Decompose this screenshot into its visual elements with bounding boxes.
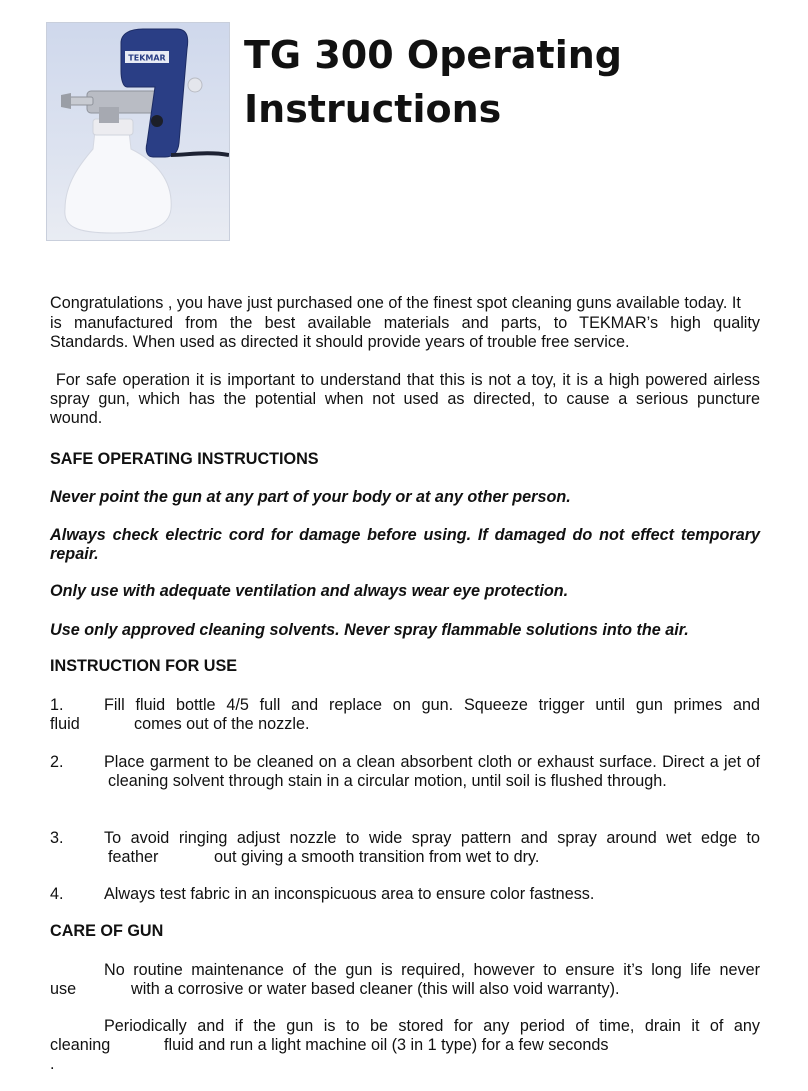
care-para-2-trailing: . <box>50 1055 55 1073</box>
step-1-line-1: Fill fluid bottle 4/5 full and replace on gun. Squeeze trigger until gun primes and <box>104 696 760 714</box>
care-para-2-line-1: Periodically and if the gun is to be stored for any period of time, drain it of any <box>104 1017 760 1035</box>
step-1-cont-b: comes out of the nozzle. <box>134 715 310 733</box>
step-2-line-1: Place garment to be cleaned on a clean absorbent cloth or exhaust surface. Direct a jet of <box>104 753 760 771</box>
title-line-2: Instructions <box>244 87 502 131</box>
safe-rule-2-line-1: Always check electric cord for damage before using. If damaged do not effect temporary <box>50 526 760 544</box>
care-of-gun-heading: CARE OF GUN <box>50 922 164 940</box>
intro-line-1: Congratulations , you have just purchased one of the finest spot cleaning guns available today. It <box>50 294 741 312</box>
care-para-1-cont-b: with a corrosive or water based cleaner (this will also void warranty). <box>131 980 620 998</box>
spray-gun-illustration <box>47 23 229 240</box>
care-para-1-line-1: No routine maintenance of the gun is required, however to ensure it’s long life never <box>104 961 760 979</box>
step-2-number: 2. <box>50 753 64 771</box>
intro-line-2: is manufactured from the best available materials and parts, to TEKMAR’s high quality <box>50 314 760 332</box>
instruction-for-use-heading: INSTRUCTION FOR USE <box>50 657 238 675</box>
step-2-line-2: cleaning solvent through stain in a circular motion, until soil is flushed through. <box>108 772 667 790</box>
care-para-2-cont-b: fluid and run a light machine oil (3 in 1 type) for a few seconds <box>164 1036 609 1054</box>
product-photo <box>46 22 230 241</box>
step-4-number: 4. <box>50 885 64 903</box>
brand-label: TEKMAR <box>128 53 166 63</box>
safe-operating-heading: SAFE OPERATING INSTRUCTIONS <box>50 450 319 468</box>
care-para-1-cont-a: use <box>50 980 77 998</box>
safety-line-2: spray gun, which has the potential when not used as directed, to cause a serious puncture <box>50 390 760 408</box>
safe-rule-3: Only use with adequate ventilation and always wear eye protection. <box>50 582 569 600</box>
step-3-cont-a: feather <box>108 848 159 866</box>
safe-rule-4: Use only approved cleaning solvents. Never spray flammable solutions into the air. <box>50 621 689 639</box>
step-3-line-1: To avoid ringing adjust nozzle to wide spray pattern and spray around wet edge to <box>104 829 760 847</box>
step-1-cont-a: fluid <box>50 715 80 733</box>
step-1-number: 1. <box>50 696 64 714</box>
safe-rule-1: Never point the gun at any part of your body or at any other person. <box>50 488 571 506</box>
intro-line-3: Standards. When used as directed it should provide years of trouble free service. <box>50 333 630 351</box>
safety-line-1: For safe operation it is important to understand that this is not a toy, it is a high powered airless <box>50 371 760 389</box>
care-para-2-cont-a: cleaning <box>50 1036 111 1054</box>
page-title <box>244 28 622 136</box>
step-4-line-1: Always test fabric in an inconspicuous area to ensure color fastness. <box>104 885 595 903</box>
safety-line-3: wound. <box>50 409 103 427</box>
safe-rule-2-line-2: repair. <box>50 545 99 563</box>
step-3-cont-b: out giving a smooth transition from wet to dry. <box>214 848 540 866</box>
title-line-1: TG 300 Operating <box>244 33 622 77</box>
step-3-number: 3. <box>50 829 64 847</box>
